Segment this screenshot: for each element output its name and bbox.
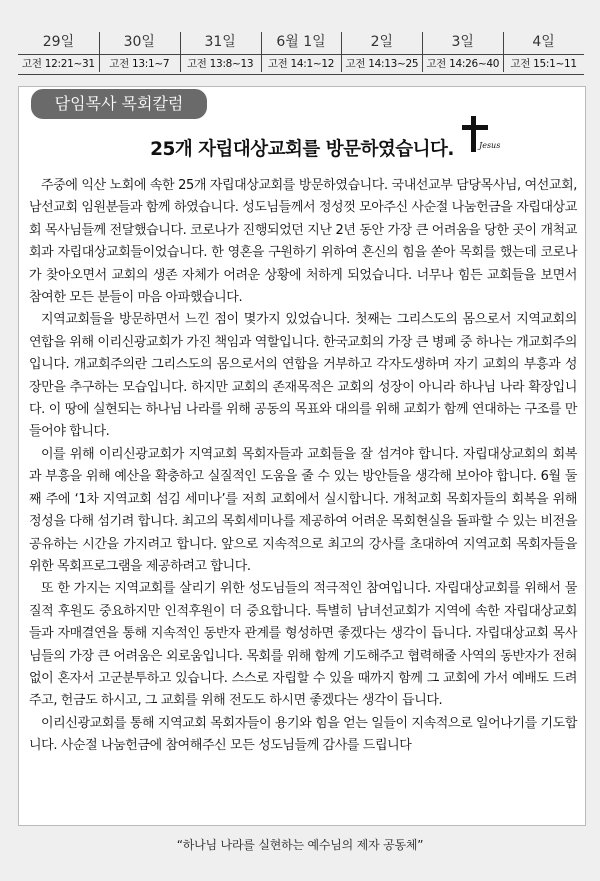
schedule-day-label: 4일 (532, 34, 555, 50)
column-body (29, 175, 577, 758)
pastor-column-panel (18, 86, 586, 826)
paragraph: 주중에 익산 노회에 속한 25개 자립대상교회를 방문하였습니다. 국내선교부 담당목사님, 여선교회, 남선교회 임원분들과 함께 하였습니다. 성도님들께서 정성껏 모아주신 사순절 나눔헌금을 자립대상교회 목사님들께 전달했습니다. 코로나가 진행되었던 지난 2년 동안 가장 큰 어려움을 당한 곳이 개척교회과 자립대상교회들이었습니다. 한 영혼을 구원하기 위하여 혼신의 힘을 쏟아 목회를 했는데 코로나가 찾아오면서 교회의 생존 자체가 어려운 상황에 처하게 되었습니다. 너무나 힘든 교회들을 보면서 참여한 모든 분들이 마음 아파했습니다. (29, 178, 577, 306)
schedule-day-label: 30일 (123, 34, 155, 50)
schedule-day-reading: 고전 14:13~25 (345, 58, 419, 70)
cross-icon (459, 115, 505, 161)
schedule-divider (18, 54, 584, 55)
church-motto: “하나님 나라를 실현하는 예수님의 제자 공동체” (176, 838, 424, 852)
cross-jesus-text: Jesus (479, 141, 501, 150)
schedule-day-label: 3일 (451, 34, 474, 50)
schedule-day-label: 2일 (370, 34, 394, 50)
column-tag: 담임목사 목회칼럼 (31, 89, 207, 119)
schedule-day-label: 29일 (42, 34, 75, 50)
schedule-day-reading: 고전 14:1~12 (267, 58, 335, 70)
paragraph: 이를 위해 이리신광교회가 지역교회 목회자들과 교회들을 잘 섬겨야 합니다. 자립대상교회의 회복과 부흥을 위해 예산을 확충하고 실질적인 도움을 줄 수 있는 방안들을 생각해 보아야 합니다. 6월 둘째 주에 ‘1차 지역교회 섬김 세미나’를 저희 교회에서 실시합니다. 개척교회 목회자들의 회복을 위해 정성을 다해 섬기려 합니다. 최고의 목회세미나를 제공하여 어려운 목회현실을 돌파할 수 있는 비전을 공유하는 시간을 가지려고 합니다. 앞으로 지속적으로 최고의 강사를 초대하여 지역교회 목회자들을 위한 목회프로그램을 제공하려고 합니다. (29, 446, 577, 574)
schedule-day-label: 31일 (204, 34, 236, 50)
paragraph: 지역교회들을 방문하면서 느낀 점이 몇가지 있었습니다. 첫째는 그리스도의 몸으로서 지역교회의 연합을 위해 이리신광교회가 가진 책임과 역할입니다. 한국교회의 가장 큰 병폐 중 하나는 개교회주의입니다. 개교회주의란 그리스도의 몸으로서의 연합을 거부하고 각자도생하며 자기 교회의 부흥과 성장만을 추구하는 모습입니다. 하지만 교회의 존재목적은 교회의 성장이 아니라 하나님 나라 확장입니다. 이 땅에 실현되는 하나님 나라를 위해 공동의 목표와 대의를 위해 교회가 함께 연대하는 구조를 만들어야 합니다. (29, 312, 577, 440)
schedule-day-reading: 고전 12:21~31 (22, 58, 95, 70)
schedule-day-reading: 고전 13:1~7 (109, 58, 170, 70)
schedule-divider (18, 74, 584, 75)
schedule-day-reading: 고전 15:1~11 (510, 58, 577, 70)
reading-schedule (18, 30, 584, 78)
schedule-day-reading: 고전 13:8~13 (186, 58, 254, 70)
column-title: 25개 자립대상교회를 방문하였습니다. (150, 139, 454, 160)
schedule-day-reading: 고전 14:26~40 (426, 58, 500, 70)
schedule-day-label: 6월 1일 (276, 34, 326, 50)
paragraph: 이리신광교회를 통해 지역교회 목회자들이 용기와 힘을 얻는 일들이 지속적으로 일어나기를 기도합니다. 사순절 나눔헌금에 참여해주신 모든 성도님들께 감사를 드립니다 (29, 715, 577, 754)
paragraph: 또 한 가지는 지역교회를 살리기 위한 성도님들의 적극적인 참여입니다. 자립대상교회를 위해서 물질적 후원도 중요하지만 인적후원이 더 중요합니다. 특별히 남녀선교회가 지역에 속한 자립대상교회들과 자매결연을 통해 지속적인 동반자 관계를 형성하면 좋겠다는 생각이 듭니다. 자립대상교회 목사님들의 가장 큰 어려움은 외로움입니다. 목회를 위해 함께 기도해주고 협력해줄 사역의 동반자가 전혀 없이 혼자서 고군분투하고 있습니다. 스스로 자립할 수 있을 때까지 함께 그 교회에 가서 예배도 드려주고, 헌금도 하시고, 그 교회를 위해 전도도 하시면 좋겠다는 생각이 듭니다. (29, 581, 577, 709)
